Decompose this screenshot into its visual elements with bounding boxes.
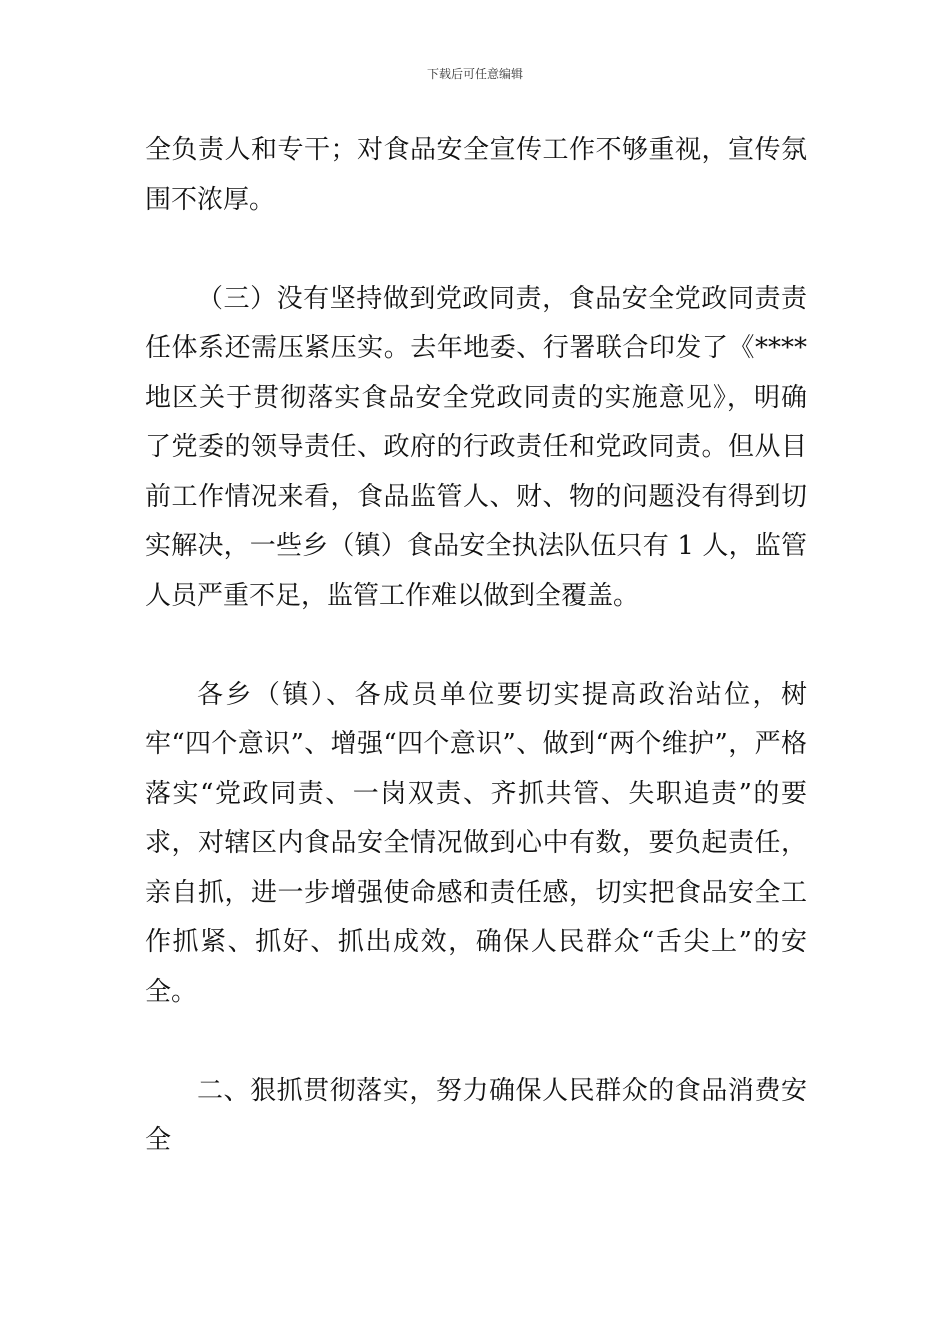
section-heading-two: 二、狠抓贯彻落实，努力确保人民群众的食品消费安全	[145, 1075, 807, 1155]
paragraph-requirements: 各乡（镇）、各成员单位要切实提高政治站位，树牢“四个意识”、增强“四个意识”、做到“两个维护”，严格落实“党政同责、一岗双责、齐抓共管、失职追责”的要求，对辖区内食品安全情况做到心中有数，要负起责任，亲自抓，进一步增强使命感和责任感，切实把食品安全工作抓紧、抓好、抓出成效，确保人民群众“舌尖上”的安全。	[145, 679, 807, 1007]
paragraph-gap	[145, 621, 807, 671]
paragraph-gap	[145, 225, 807, 275]
paragraph-gap	[145, 1017, 807, 1067]
paragraph-continuation: 全负责人和专干；对食品安全宣传工作不够重视，宣传氛围不浓厚。	[145, 135, 807, 215]
paragraph-section-three: （三）没有坚持做到党政同责，食品安全党政同责责任体系还需压紧压实。去年地委、行署联合印发了《****地区关于贯彻落实食品安全党政同责的实施意见》，明确了党委的领导责任、政府的行政责任和党政同责。但从目前工作情况来看，食品监管人、财、物的问题没有得到切实解决，一些乡（镇）食品安全执法队伍只有 1 人，监管人员严重不足，监管工作难以做到全覆盖。	[145, 283, 807, 611]
document-body	[145, 126, 807, 1166]
header-note: 下载后可任意编辑	[426, 67, 523, 81]
